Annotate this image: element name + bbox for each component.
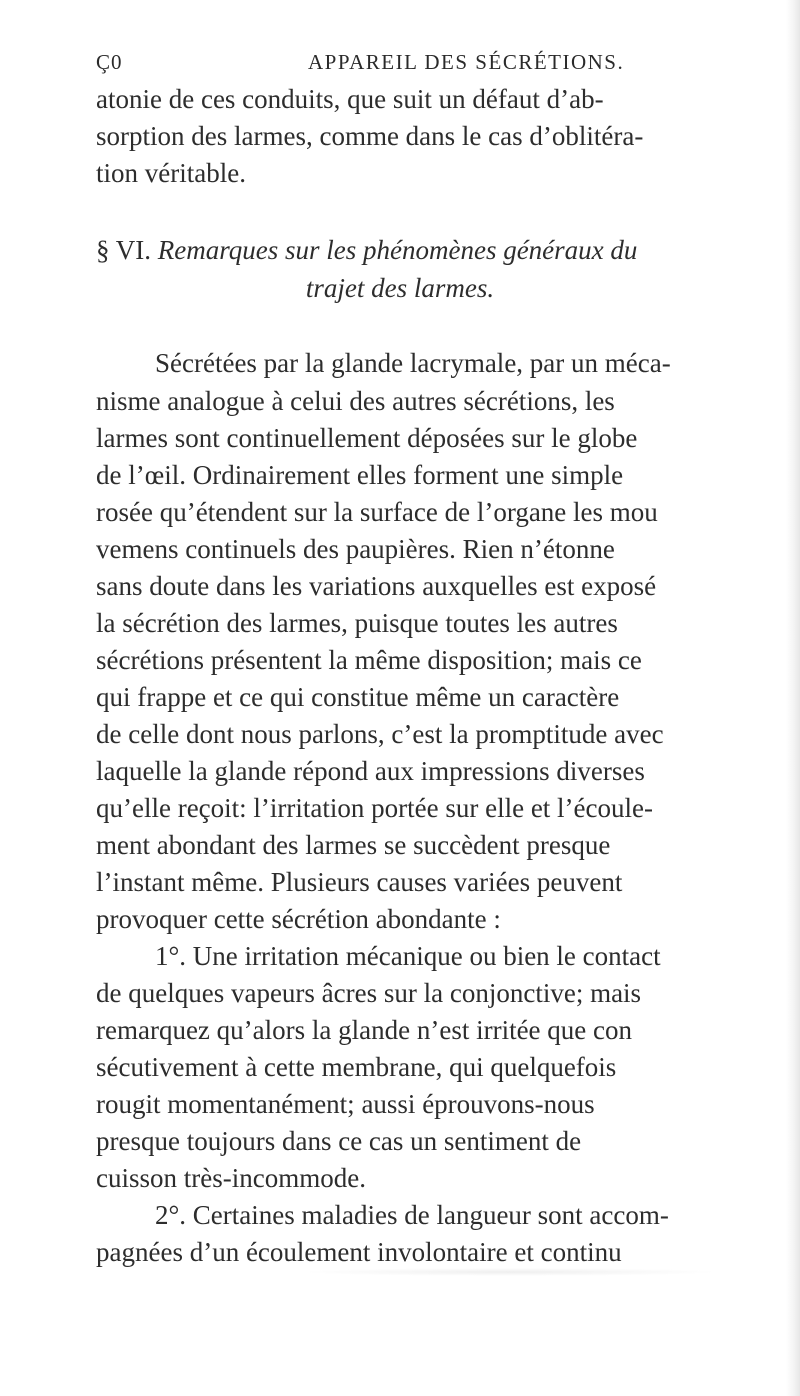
section-heading [96, 232, 637, 268]
text-line: cuisson très-incommode. [96, 1163, 366, 1193]
text-line: qu’elle reçoit: l’irritation portée sur elle et l’écoule- [96, 793, 653, 823]
page-number: Ç0 [96, 50, 123, 74]
text-line: pagnées d’un écoulement involontaire et continu [96, 1237, 622, 1267]
text-line: remarquez qu’alors la glande n’est irritée que con [96, 1015, 633, 1045]
section-title-continued: trajet des larmes. [305, 273, 495, 303]
text-line: rosée qu’étendent sur la surface de l’organe les mou [96, 497, 658, 527]
section-title: Remarques sur les phénomènes généraux du [157, 235, 638, 265]
text-line: laquelle la glande répond aux impressions diverses [96, 756, 645, 786]
text-line: sécutivement à cette membrane, qui quelquefois [96, 1052, 617, 1082]
page-edge-shadow [786, 0, 800, 1396]
running-title: APPAREIL DES SÉCRÉTIONS. [308, 50, 625, 74]
text-line: larmes sont continuellement déposées sur le globe [96, 423, 638, 453]
text-line: provoquer cette sécrétion abondante : [96, 904, 501, 934]
text-line: de l’œil. Ordinairement elles forment une simple [96, 460, 624, 490]
list-item-1: 1°. Une irritation mécanique ou bien le contact [155, 941, 661, 971]
text-line: atonie de ces conduits, que suit un défaut d’ab- [96, 84, 604, 114]
text-line: sans doute dans les variations auxquelles est exposé [96, 571, 657, 601]
text-line: de celle dont nous parlons, c’est la promptitude avec [96, 719, 664, 749]
list-item-2: 2°. Certaines maladies de langueur sont accom- [155, 1200, 669, 1230]
text-line: sorption des larmes, comme dans le cas d’oblitéra- [96, 121, 644, 151]
text-line: tion véritable. [96, 158, 246, 188]
bleed-through-mark [300, 1268, 720, 1276]
text-line: sécrétions présentent la même disposition; mais ce [96, 645, 642, 675]
text-line: la sécrétion des larmes, puisque toutes les autres [96, 608, 618, 638]
page-header [96, 50, 786, 80]
text-line: qui frappe et ce qui constitue même un caractère [96, 682, 620, 712]
paragraph-start: Sécrétées par la glande lacrymale, par un méca- [155, 348, 671, 378]
text-line: rougit momentanément; aussi éprouvons-nous [96, 1089, 595, 1119]
text-line: presque toujours dans ce cas un sentiment de [96, 1126, 582, 1156]
text-line: l’instant même. Plusieurs causes variées peuvent [96, 867, 623, 897]
text-line: nisme analogue à celui des autres sécrétions, les [96, 386, 615, 416]
text-line: ment abondant des larmes se succèdent presque [96, 830, 611, 860]
text-line: de quelques vapeurs âcres sur la conjonctive; mais [96, 978, 642, 1008]
section-mark: § VI. [96, 235, 152, 265]
text-line: vemens continuels des paupières. Rien n’étonne [96, 534, 615, 564]
